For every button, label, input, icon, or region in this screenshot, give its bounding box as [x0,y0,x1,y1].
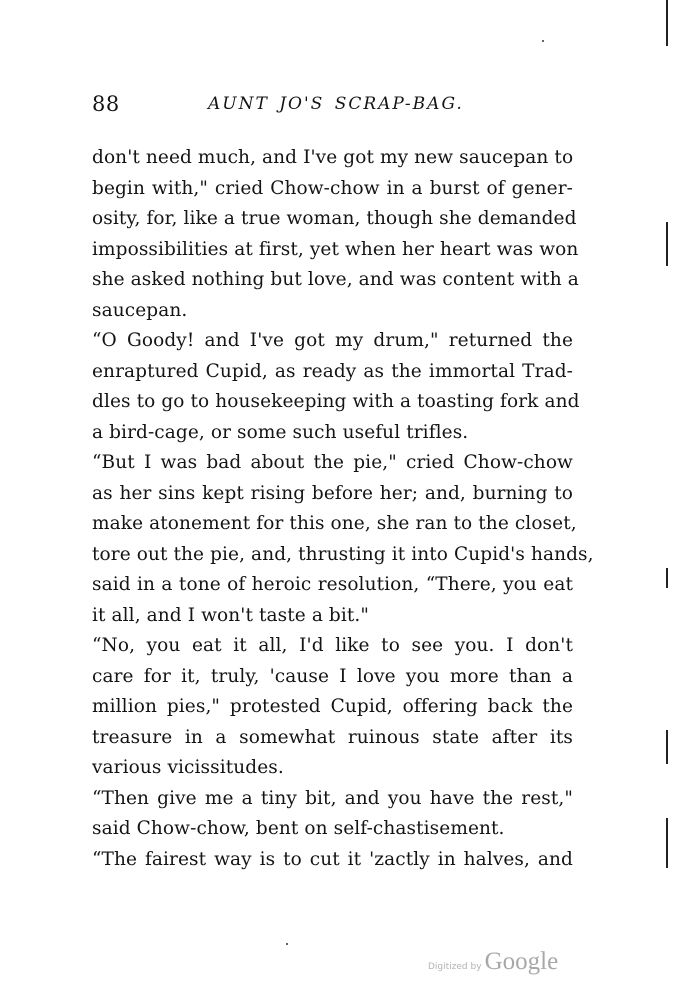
watermark-prefix: Digitized by [428,962,482,972]
text-line: said Chow-chow, bent on self-chastisement. [92,818,505,839]
digitized-watermark [428,948,558,976]
text-line: “Then give me a tiny bit, and you have the rest," [92,787,573,809]
page-number: 88 [92,92,120,116]
text-line: tore out the pie, and, thrusting it into Cupid's hands, [92,543,594,565]
running-head: AUNT JO'S SCRAP-BAG. [208,94,464,114]
text-line: don't need much, and I've got my new saucepan to [92,147,574,168]
body-text [92,143,594,875]
text-line: various vicissitudes. [92,757,284,778]
scan-margin-mark [666,568,668,588]
page-header [92,92,572,122]
text-line: care for it, truly, 'cause I love you more than a [92,665,573,687]
text-line: impossibilities at first, yet when her heart was won [92,238,579,260]
text-line: enraptured Cupid, as ready as the immortal Trad- [92,360,573,382]
text-line: as her sins kept rising before her; and, burning to [92,482,573,504]
scan-margin-mark [666,730,668,764]
text-line: osity, for, like a true woman, though she demanded [92,208,577,229]
scan-speck [286,943,288,945]
text-line: dles to go to housekeeping with a toasting fork and [92,391,580,412]
text-line: “But I was bad about the pie," cried Chow-chow [92,452,573,473]
scan-speck [542,40,544,42]
text-line: make atonement for this one, she ran to the closet, [92,513,577,534]
text-line: saucepan. [92,299,188,321]
text-line: it all, and I won't taste a bit." [92,604,370,626]
text-line: “O Goody! and I've got my drum," returned the [92,330,573,351]
google-logo: Google [484,948,559,975]
text-line: begin with," cried Chow-chow in a burst of gener- [92,177,573,199]
text-line: “The fairest way is to cut it 'zactly in halves, and [92,848,573,870]
text-line: said in a tone of heroic resolution, “There, you eat [92,574,573,595]
scan-margin-mark [666,818,668,868]
scan-margin-mark [666,0,668,46]
text-line: treasure in a somewhat ruinous state after its [92,726,573,748]
text-line: a bird-cage, or some such useful trifles. [92,421,469,443]
text-line: “No, you eat it all, I'd like to see you. I don't [92,635,573,656]
scan-margin-mark [666,222,668,266]
text-line: she asked nothing but love, and was content with a [92,269,579,290]
text-line: million pies," protested Cupid, offering back the [92,696,573,717]
